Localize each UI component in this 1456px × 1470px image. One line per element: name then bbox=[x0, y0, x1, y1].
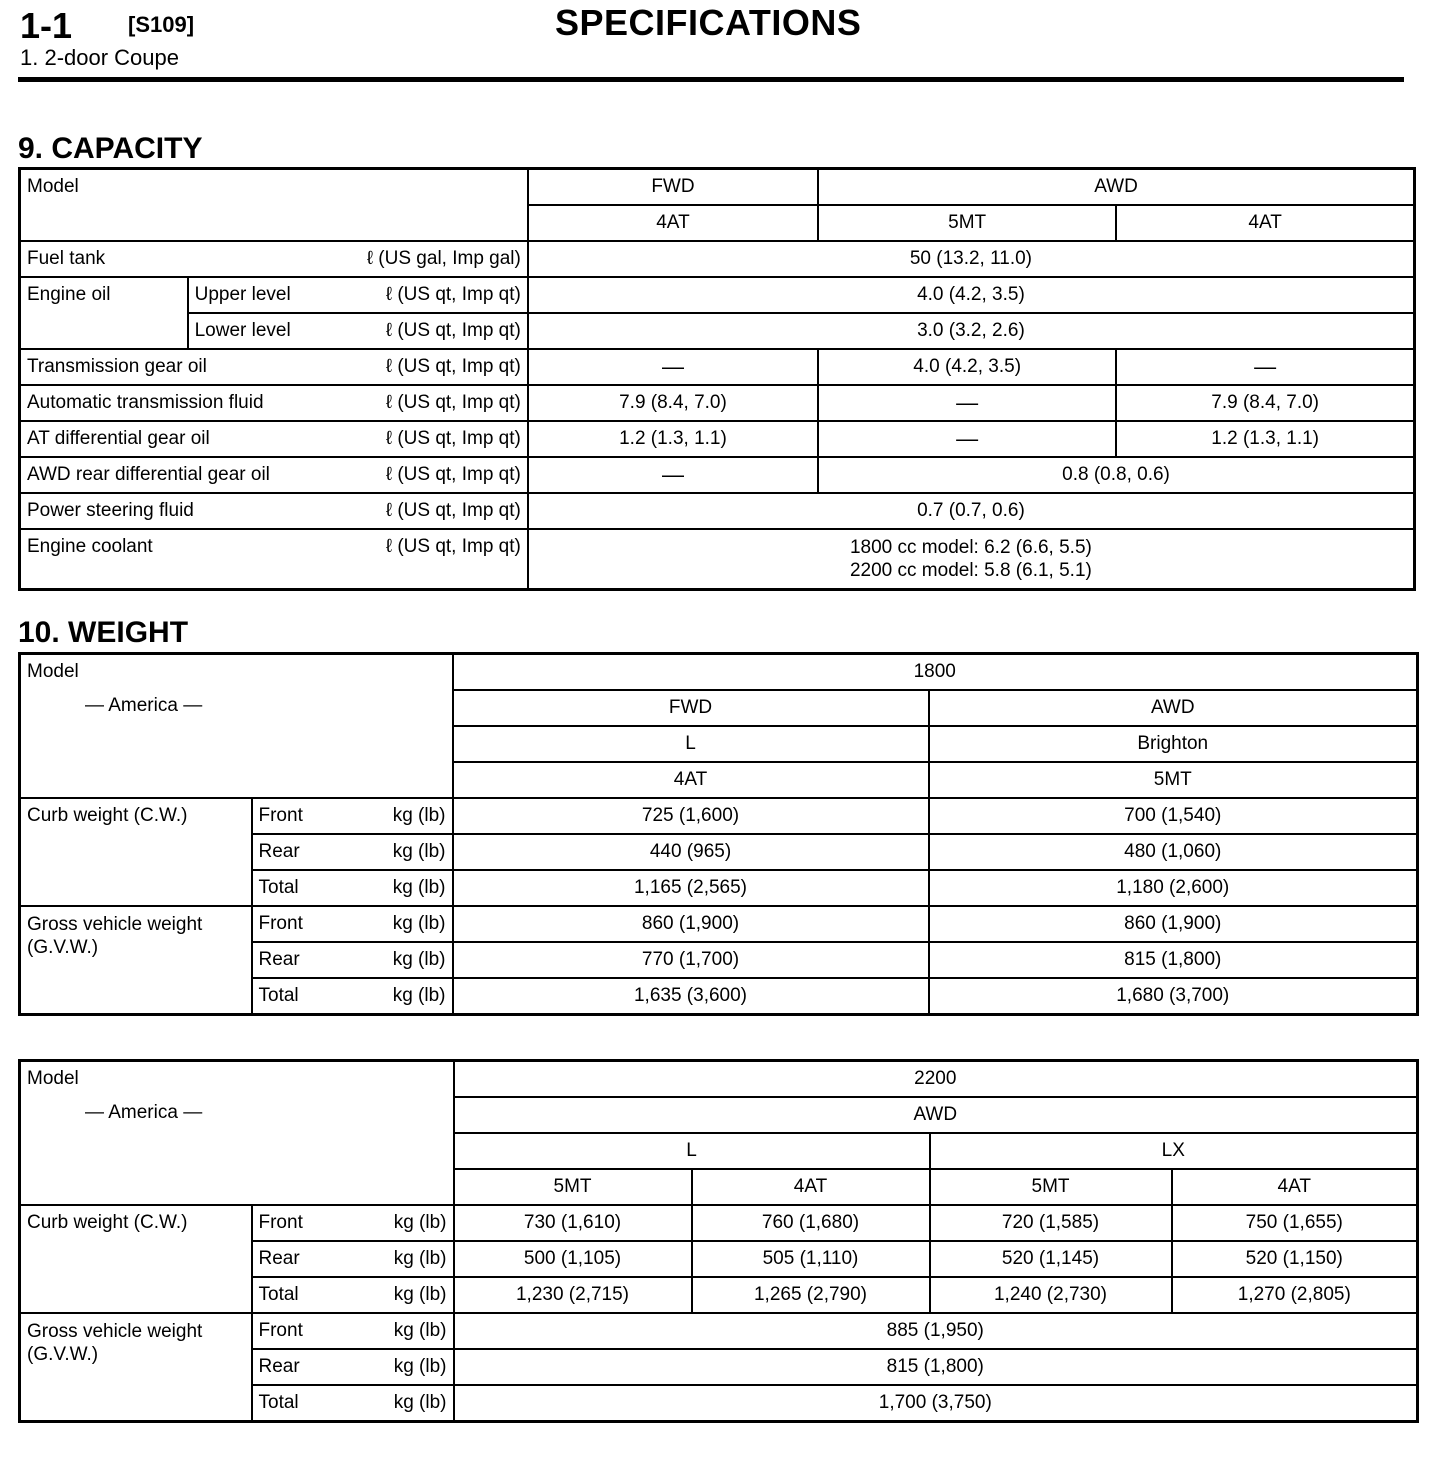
gvw-label-line-1: Gross vehicle weight bbox=[27, 914, 203, 935]
gvw-label bbox=[20, 1313, 252, 1422]
unit-label: kg (lb) bbox=[352, 1277, 454, 1313]
unit-label: ℓ (US qt, Imp qt) bbox=[324, 457, 528, 493]
row-label: Engine oil bbox=[20, 277, 188, 349]
cell-value: 50 (13.2, 11.0) bbox=[528, 241, 1415, 277]
model-label: Model bbox=[27, 1068, 79, 1089]
drive-awd: AWD bbox=[454, 1097, 1418, 1133]
drive-awd: AWD bbox=[818, 169, 1414, 206]
cell-value: 0.8 (0.8, 0.6) bbox=[818, 457, 1414, 493]
trans-header: 4AT bbox=[692, 1169, 930, 1205]
table-row bbox=[20, 421, 1415, 457]
table-row bbox=[20, 1205, 1418, 1241]
unit-label: kg (lb) bbox=[352, 1313, 454, 1349]
cell-value: 1,165 (2,565) bbox=[453, 870, 929, 906]
cell-value: — bbox=[818, 421, 1116, 457]
unit-label: kg (lb) bbox=[352, 798, 453, 834]
row-label: AT differential gear oil bbox=[20, 421, 324, 457]
cell-value: 885 (1,950) bbox=[454, 1313, 1418, 1349]
unit-label: ℓ (US qt, Imp qt) bbox=[324, 529, 528, 590]
position-label: Total bbox=[252, 978, 352, 1015]
trans-fwd: 4AT bbox=[453, 762, 929, 798]
sub-label: Upper level bbox=[188, 277, 324, 313]
drive-fwd: FWD bbox=[453, 690, 929, 726]
grade-fwd: L bbox=[453, 726, 929, 762]
table-row bbox=[20, 654, 1418, 691]
cell-value: 3.0 (3.2, 2.6) bbox=[528, 313, 1415, 349]
position-label: Front bbox=[252, 1313, 352, 1349]
cell-value: 0.7 (0.7, 0.6) bbox=[528, 493, 1415, 529]
cell-value: 815 (1,800) bbox=[929, 942, 1418, 978]
unit-label: kg (lb) bbox=[352, 906, 453, 942]
grade-l: L bbox=[454, 1133, 930, 1169]
table-row bbox=[20, 241, 1415, 277]
cell-value: 750 (1,655) bbox=[1172, 1205, 1418, 1241]
gvw-label-line-2: (G.V.W.) bbox=[27, 1344, 99, 1365]
cell-value: 440 (965) bbox=[453, 834, 929, 870]
cell-value: 730 (1,610) bbox=[454, 1205, 692, 1241]
cell-value: 1,180 (2,600) bbox=[929, 870, 1418, 906]
table-row bbox=[20, 798, 1418, 834]
model-cell bbox=[20, 1061, 454, 1206]
cell-value: 720 (1,585) bbox=[930, 1205, 1172, 1241]
drive-fwd: FWD bbox=[528, 169, 818, 206]
unit-label: kg (lb) bbox=[352, 1385, 454, 1422]
trans-awd-4at: 4AT bbox=[1116, 205, 1414, 241]
model-cell bbox=[20, 654, 453, 799]
cell-value: 7.9 (8.4, 7.0) bbox=[1116, 385, 1414, 421]
cell-value: 1,270 (2,805) bbox=[1172, 1277, 1418, 1313]
grade-lx: LX bbox=[930, 1133, 1418, 1169]
cell-value: 1,265 (2,790) bbox=[692, 1277, 930, 1313]
unit-label: ℓ (US gal, Imp gal) bbox=[324, 241, 528, 277]
cell-value: 770 (1,700) bbox=[453, 942, 929, 978]
cell-value bbox=[528, 529, 1415, 590]
row-label: AWD rear differential gear oil bbox=[20, 457, 324, 493]
row-label: Fuel tank bbox=[20, 241, 324, 277]
unit-label: kg (lb) bbox=[352, 942, 453, 978]
row-label: Power steering fluid bbox=[20, 493, 324, 529]
section-number: 1-1 bbox=[20, 5, 73, 46]
engine-header: 2200 bbox=[454, 1061, 1418, 1098]
position-label: Total bbox=[252, 870, 352, 906]
curb-weight-label: Curb weight (C.W.) bbox=[20, 798, 252, 906]
region-label: — America — bbox=[85, 695, 203, 716]
cell-value: 1,230 (2,715) bbox=[454, 1277, 692, 1313]
position-label: Total bbox=[252, 1277, 352, 1313]
section-code: [S109] bbox=[128, 12, 195, 37]
row-label: Engine coolant bbox=[20, 529, 324, 590]
table-row bbox=[20, 313, 1415, 349]
cell-value: 760 (1,680) bbox=[692, 1205, 930, 1241]
engine-header: 1800 bbox=[453, 654, 1418, 691]
table-row bbox=[20, 1061, 1418, 1098]
region-label: — America — bbox=[85, 1102, 203, 1123]
capacity-table bbox=[18, 167, 1416, 591]
gvw-label-line-1: Gross vehicle weight bbox=[27, 1321, 203, 1342]
row-label: Transmission gear oil bbox=[20, 349, 324, 385]
cell-value: 1,700 (3,750) bbox=[454, 1385, 1418, 1422]
weight-heading: 10. WEIGHT bbox=[18, 616, 189, 649]
table-row bbox=[20, 385, 1415, 421]
coolant-line-2200: 2200 cc model: 5.8 (6.1, 5.1) bbox=[849, 560, 1092, 581]
weight-table-1800 bbox=[18, 652, 1419, 1016]
unit-label: ℓ (US qt, Imp qt) bbox=[324, 277, 528, 313]
unit-label: ℓ (US qt, Imp qt) bbox=[324, 493, 528, 529]
table-row bbox=[20, 1313, 1418, 1349]
cell-value: 500 (1,105) bbox=[454, 1241, 692, 1277]
table-row bbox=[20, 906, 1418, 942]
page-subtitle: 1. 2-door Coupe bbox=[20, 45, 179, 70]
cell-value: 815 (1,800) bbox=[454, 1349, 1418, 1385]
coolant-line-1800: 1800 cc model: 6.2 (6.6, 5.5) bbox=[849, 537, 1092, 558]
position-label: Front bbox=[252, 906, 352, 942]
cell-value: 505 (1,110) bbox=[692, 1241, 930, 1277]
row-label: Automatic transmission fluid bbox=[20, 385, 324, 421]
trans-awd-5mt: 5MT bbox=[818, 205, 1116, 241]
unit-label: kg (lb) bbox=[352, 834, 453, 870]
cell-value: 700 (1,540) bbox=[929, 798, 1418, 834]
cell-value: — bbox=[528, 457, 818, 493]
cell-value: 1.2 (1.3, 1.1) bbox=[1116, 421, 1414, 457]
unit-label: ℓ (US qt, Imp qt) bbox=[324, 421, 528, 457]
unit-label: ℓ (US qt, Imp qt) bbox=[324, 385, 528, 421]
position-label: Rear bbox=[252, 1241, 352, 1277]
position-label: Total bbox=[252, 1385, 352, 1422]
unit-label: kg (lb) bbox=[352, 870, 453, 906]
cell-value: 860 (1,900) bbox=[929, 906, 1418, 942]
cell-value: 1.2 (1.3, 1.1) bbox=[528, 421, 818, 457]
drive-awd: AWD bbox=[929, 690, 1418, 726]
position-label: Rear bbox=[252, 942, 352, 978]
cell-value: 520 (1,145) bbox=[930, 1241, 1172, 1277]
cell-value: 1,635 (3,600) bbox=[453, 978, 929, 1015]
model-label: Model bbox=[27, 661, 79, 682]
position-label: Rear bbox=[252, 1349, 352, 1385]
cell-value: — bbox=[528, 349, 818, 385]
unit-label: kg (lb) bbox=[352, 1349, 454, 1385]
cell-value: 860 (1,900) bbox=[453, 906, 929, 942]
table-row bbox=[20, 493, 1415, 529]
trans-header: 4AT bbox=[1172, 1169, 1418, 1205]
unit-label: kg (lb) bbox=[352, 1241, 454, 1277]
weight-table-2200 bbox=[18, 1059, 1419, 1423]
cell-value: 1,240 (2,730) bbox=[930, 1277, 1172, 1313]
position-label: Rear bbox=[252, 834, 352, 870]
unit-label: ℓ (US qt, Imp qt) bbox=[324, 313, 528, 349]
table-row bbox=[20, 169, 1415, 206]
cell-value: 520 (1,150) bbox=[1172, 1241, 1418, 1277]
table-row bbox=[20, 529, 1415, 590]
cell-value: 7.9 (8.4, 7.0) bbox=[528, 385, 818, 421]
gvw-label-line-2: (G.V.W.) bbox=[27, 937, 99, 958]
trans-awd: 5MT bbox=[929, 762, 1418, 798]
unit-label: kg (lb) bbox=[352, 1205, 454, 1241]
cell-value: — bbox=[818, 385, 1116, 421]
cell-value: 1,680 (3,700) bbox=[929, 978, 1418, 1015]
curb-weight-label: Curb weight (C.W.) bbox=[20, 1205, 252, 1313]
gvw-label bbox=[20, 906, 252, 1015]
grade-awd: Brighton bbox=[929, 726, 1418, 762]
header-rule bbox=[18, 77, 1404, 82]
cell-value: 480 (1,060) bbox=[929, 834, 1418, 870]
table-row bbox=[20, 457, 1415, 493]
position-label: Front bbox=[252, 798, 352, 834]
cell-value: — bbox=[1116, 349, 1414, 385]
position-label: Front bbox=[252, 1205, 352, 1241]
trans-fwd-4at: 4AT bbox=[528, 205, 818, 241]
table-row bbox=[20, 349, 1415, 385]
cell-value: 725 (1,600) bbox=[453, 798, 929, 834]
table-row bbox=[20, 277, 1415, 313]
cell-value: 4.0 (4.2, 3.5) bbox=[818, 349, 1116, 385]
cell-value: 4.0 (4.2, 3.5) bbox=[528, 277, 1415, 313]
page-title: SPECIFICATIONS bbox=[555, 2, 862, 43]
unit-label: ℓ (US qt, Imp qt) bbox=[324, 349, 528, 385]
capacity-heading: 9. CAPACITY bbox=[18, 132, 203, 165]
trans-header: 5MT bbox=[454, 1169, 692, 1205]
sub-label: Lower level bbox=[188, 313, 324, 349]
trans-header: 5MT bbox=[930, 1169, 1172, 1205]
model-label: Model bbox=[20, 169, 528, 242]
unit-label: kg (lb) bbox=[352, 978, 453, 1015]
